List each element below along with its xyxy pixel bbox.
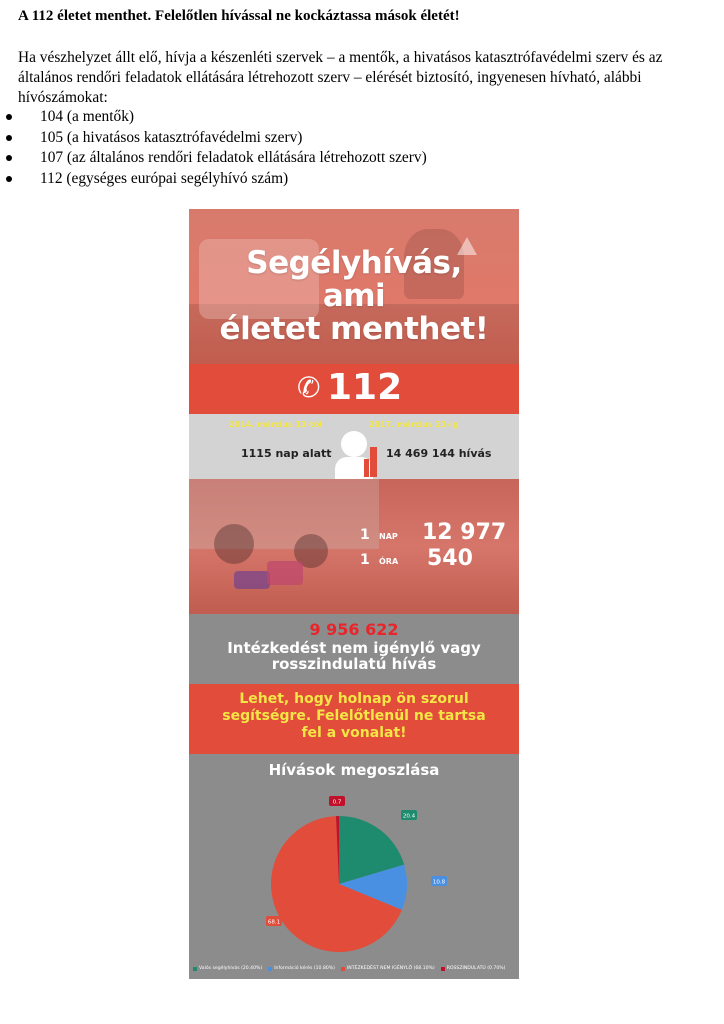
headline-line: életet menthet!	[219, 311, 489, 347]
legend-swatch	[268, 967, 272, 971]
list-item	[18, 107, 427, 128]
pie-data-label-text: 68.1	[267, 919, 281, 926]
bullet-icon	[6, 155, 12, 161]
legend-swatch	[441, 967, 445, 971]
date-to: 2017. március 21-ig	[369, 420, 459, 429]
pie-data-label-text: 20.4	[402, 813, 416, 820]
infographic-headline	[189, 247, 519, 346]
document-title: A 112 életet menthet. Felelőtlen hívással ne kockáztassa mások életét!	[18, 8, 460, 24]
bullet-icon	[6, 176, 12, 182]
pie-data-label-text: 0.7	[332, 799, 342, 806]
headline-line: ami	[322, 278, 386, 314]
chart-legend	[193, 966, 519, 971]
headline-line: Segélyhívás,	[246, 245, 462, 281]
pie-data-label-text: 10.8	[432, 879, 446, 886]
warning-line: fel a vonalat!	[301, 725, 407, 741]
list-item-text: 112 (egységes európai segélyhívó szám)	[40, 169, 289, 187]
list-item	[18, 148, 427, 169]
desc-line: Intézkedést nem igénylő vagy	[227, 639, 481, 657]
warning-line: Lehet, hogy holnap ön szorul	[239, 691, 469, 707]
per-hour-one: 1	[360, 552, 370, 568]
legend-label: Információ kérés (10.80%)	[274, 966, 335, 971]
desc-line: rosszindulatú hívás	[271, 655, 437, 673]
unnecessary-desc	[189, 640, 519, 672]
per-day-label: NAP	[379, 532, 398, 541]
pie-data-label	[329, 796, 345, 806]
list-item-text: 104 (a mentők)	[40, 108, 135, 125]
legend-swatch	[341, 967, 345, 971]
list-item	[18, 169, 427, 190]
warning-text	[189, 691, 519, 742]
intro-paragraph: Ha vészhelyzet állt elő, hívja a készenléti szervek – a mentők, a hivatásos katasztrófavédelmi szerv és az általános rendőri feladatok ellátására létrehozott szerv – elérését biztosító, ingyenesen hívható, alábbi hívószámokat:	[18, 49, 663, 106]
wheel-image	[214, 524, 254, 564]
pie-data-label	[431, 876, 447, 886]
legend-item	[268, 966, 335, 971]
unnecessary-count: 9 956 622	[309, 620, 399, 639]
legend-item	[441, 966, 506, 971]
per-hour-label: ÓRA	[379, 557, 399, 566]
bar-icon	[364, 459, 369, 477]
emergency-number-list	[18, 107, 427, 189]
pie-data-label	[266, 916, 282, 926]
legend-item	[193, 966, 262, 971]
calls-stat: 14 469 144 hívás	[386, 447, 492, 460]
pie-chart	[189, 754, 519, 964]
list-item-text: 105 (a hivatásos katasztrófavédelmi szerv)	[40, 128, 303, 146]
legend-label: ROSSZINDULATÚ (0.70%)	[446, 966, 506, 971]
bar-icon	[370, 447, 377, 477]
chart-title: Hívások megoszlása	[268, 761, 440, 779]
legend-label: INTÉZKEDÉST NEM IGÉNYLŐ (68.10%)	[346, 966, 435, 971]
bullet-icon	[6, 135, 12, 141]
bag-image	[267, 561, 303, 585]
list-item	[18, 128, 427, 149]
warning-line: segítségre. Felelőtlenül ne tartsa	[222, 708, 486, 724]
legend-label: Valós segélyhívás (20.40%)	[199, 966, 263, 971]
legend-item	[341, 966, 435, 971]
per-day-one: 1	[360, 527, 370, 543]
phone-icon: ✆	[297, 371, 321, 404]
infographic	[189, 209, 519, 979]
per-hour-value: 540	[427, 546, 473, 571]
pie-data-label	[401, 810, 417, 820]
list-item-text: 107 (az általános rendőri feladatok ellátására létrehozott szerv)	[40, 149, 427, 166]
bullet-icon	[6, 114, 12, 120]
days-stat: 1115 nap alatt	[241, 447, 332, 460]
legend-swatch	[193, 967, 197, 971]
per-day-value: 12 977	[422, 520, 507, 545]
date-from: 2014. március 13-tól	[229, 420, 323, 429]
operator-head-icon	[341, 431, 367, 457]
emergency-number: 112	[327, 367, 403, 408]
debris-image	[234, 571, 270, 589]
